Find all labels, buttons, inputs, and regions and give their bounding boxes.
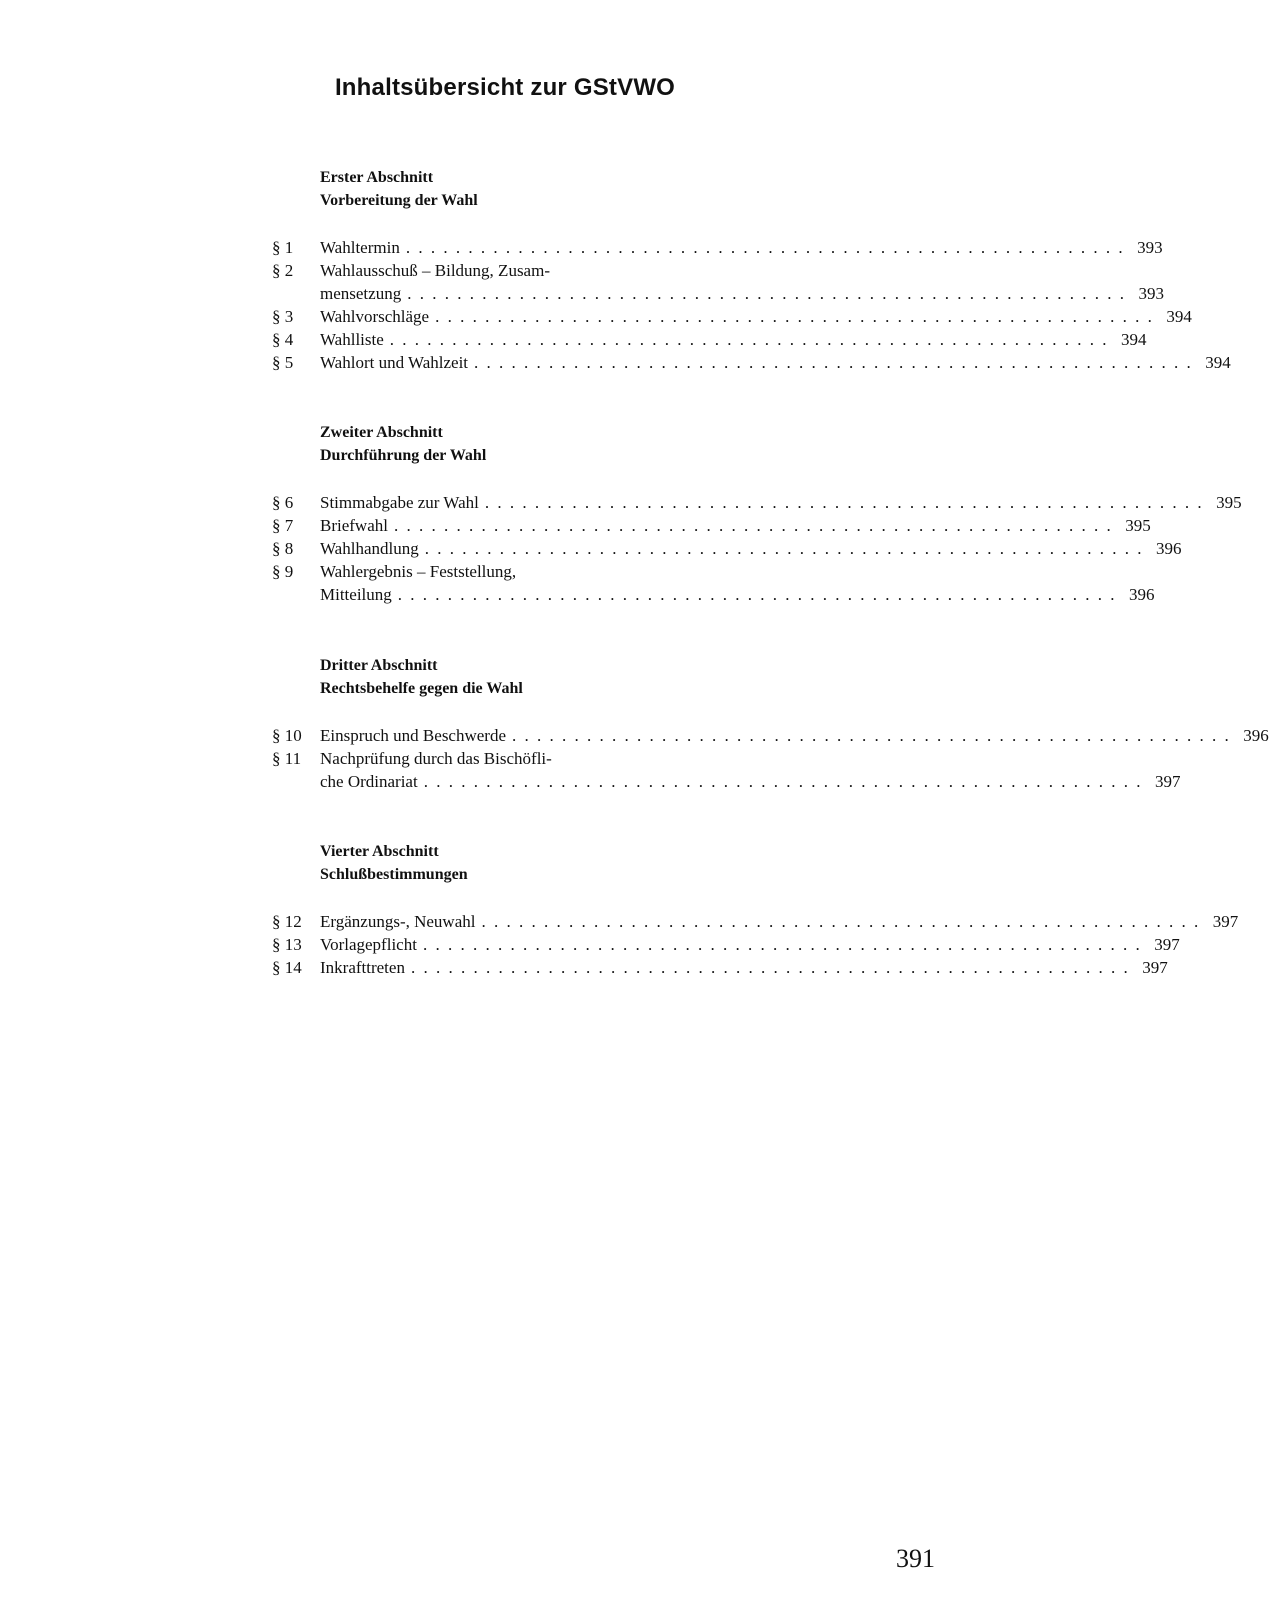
entry-last-line (320, 770, 1180, 793)
entry-page-number: 396 (1155, 539, 1182, 558)
entry-page-number: 397 (1142, 958, 1168, 977)
entry-page-number: 393 (1137, 238, 1163, 257)
dot-leader (418, 770, 1143, 793)
entry-page-number: 394 (1121, 330, 1147, 349)
toc-entry-list (272, 491, 1242, 606)
entry-page-number: 397 (1212, 912, 1239, 931)
paragraph-number: § 10 (272, 726, 302, 745)
entry-body (320, 560, 1155, 606)
dot-leader (392, 583, 1117, 606)
entry-page-number: 394 (1205, 353, 1231, 372)
entry-title-line: Vorlagepflicht (320, 935, 417, 954)
entry-page-number: 393 (1138, 284, 1164, 303)
entry-page-number: 396 (1129, 585, 1155, 604)
section-erster-abschnitt (272, 166, 1231, 374)
entry-title-line: Wahlliste (320, 330, 384, 349)
entry-body (320, 537, 1181, 560)
section-zweiter-abschnitt (272, 421, 1242, 606)
dot-leader (417, 933, 1142, 956)
entry-body (320, 956, 1168, 979)
dot-leader (475, 910, 1200, 933)
paragraph-number: § 11 (272, 749, 302, 768)
toc-entry (272, 910, 1239, 933)
entry-last-line (320, 956, 1168, 979)
entry-body (320, 491, 1242, 514)
toc-entry-list (272, 910, 1239, 979)
dot-leader (401, 282, 1126, 305)
entry-title-line: Wahlergebnis – Feststellung, (320, 562, 517, 581)
paragraph-number: § 12 (272, 912, 302, 931)
entry-body (320, 724, 1269, 747)
dot-leader (468, 351, 1193, 374)
section-subheading: Rechtsbehelfe gegen die Wahl (320, 680, 523, 697)
toc-entry (272, 956, 1168, 979)
toc-entry-list (272, 724, 1269, 793)
dot-leader (400, 236, 1125, 259)
toc-entry (272, 328, 1147, 351)
entry-title-line: Wahltermin (320, 238, 400, 257)
section-subheading: Schlußbestimmungen (320, 866, 468, 883)
entry-last-line (320, 724, 1269, 747)
paragraph-number: § 5 (272, 353, 294, 372)
entry-body (320, 328, 1147, 351)
toc-entry (272, 560, 1155, 606)
entry-last-line (320, 282, 1164, 305)
entry-title-line: Briefwahl (320, 516, 388, 535)
entry-title-line: Nachprüfung durch das Bischöfli- (320, 749, 552, 768)
paragraph-number: § 4 (272, 330, 294, 349)
entry-body (320, 305, 1192, 328)
entry-title-line: Einspruch und Beschwerde (320, 726, 507, 745)
paragraph-number: § 7 (272, 516, 294, 535)
dot-leader (388, 514, 1113, 537)
entry-last-line (320, 537, 1181, 560)
paragraph-number: § 14 (272, 958, 302, 977)
entry-title-line: che Ordinariat (320, 772, 418, 791)
entry-last-line (320, 583, 1155, 606)
entry-body (320, 259, 1164, 305)
entry-page-number: 394 (1166, 307, 1192, 326)
section-subheading: Durchführung der Wahl (320, 447, 487, 464)
dot-leader (479, 491, 1204, 514)
entry-page-number: 397 (1154, 935, 1180, 954)
toc-entry-list (272, 236, 1231, 374)
entry-body (320, 351, 1231, 374)
section-heading: Erster Abschnitt (320, 169, 434, 186)
entry-page-number: 397 (1154, 772, 1181, 791)
toc-entry (272, 933, 1180, 956)
section-heading: Dritter Abschnitt (320, 657, 438, 674)
section-subheading: Vorbereitung der Wahl (320, 192, 478, 209)
entry-page-number: 396 (1243, 726, 1269, 745)
section-heading: Zweiter Abschnitt (320, 424, 443, 441)
toc-entry (272, 351, 1231, 374)
paragraph-number: § 2 (272, 261, 294, 280)
page-title: Inhaltsübersicht zur GStVWO (334, 74, 676, 101)
paragraph-number: § 13 (272, 935, 302, 954)
entry-last-line (320, 933, 1180, 956)
dot-leader (419, 537, 1144, 560)
entry-last-line (320, 328, 1147, 351)
paragraph-number: § 6 (272, 493, 294, 512)
dot-leader (384, 328, 1109, 351)
entry-body (320, 747, 1180, 793)
entry-title-line: Mitteilung (320, 585, 392, 604)
entry-title-line: Wahlhandlung (320, 539, 419, 558)
entry-body (320, 236, 1163, 259)
dot-leader (429, 305, 1154, 328)
dot-leader (506, 724, 1231, 747)
section-dritter-abschnitt (272, 654, 1269, 793)
entry-title-line: Wahlausschuß – Bildung, Zusam- (320, 261, 550, 280)
toc-entry (272, 259, 1164, 305)
entry-page-number: 395 (1125, 516, 1151, 535)
entry-body (320, 910, 1238, 933)
paragraph-number: § 8 (272, 539, 294, 558)
toc-entry (272, 236, 1163, 259)
entry-title-line: Stimmabgabe zur Wahl (320, 493, 479, 512)
entry-last-line (320, 514, 1151, 537)
paragraph-number: § 1 (272, 238, 294, 257)
dot-leader (405, 956, 1130, 979)
page-number: 391 (896, 1544, 935, 1573)
entry-title-line: Inkrafttreten (320, 958, 405, 977)
entry-title-line: Ergänzungs-, Neuwahl (320, 912, 476, 931)
paragraph-number: § 9 (272, 562, 294, 581)
entry-last-line (320, 351, 1231, 374)
entry-body (320, 933, 1180, 956)
entry-title-line: Wahlvorschläge (320, 307, 430, 326)
section-heading: Vierter Abschnitt (320, 843, 439, 860)
paragraph-number: § 3 (272, 307, 294, 326)
toc-entry (272, 537, 1182, 560)
toc-entry (272, 724, 1269, 747)
section-vierter-abschnitt (272, 840, 1239, 979)
entry-page-number: 395 (1216, 493, 1242, 512)
toc-entry (272, 747, 1181, 793)
entry-title-line: Wahlort und Wahlzeit (320, 353, 469, 372)
entry-last-line (320, 236, 1163, 259)
entry-last-line (320, 305, 1192, 328)
toc-entry (272, 305, 1192, 328)
entry-last-line (320, 491, 1242, 514)
entry-body (320, 514, 1151, 537)
entry-last-line (320, 910, 1238, 933)
entry-title-line: mensetzung (320, 284, 402, 303)
toc-entry (272, 514, 1151, 537)
toc-entry (272, 491, 1242, 514)
